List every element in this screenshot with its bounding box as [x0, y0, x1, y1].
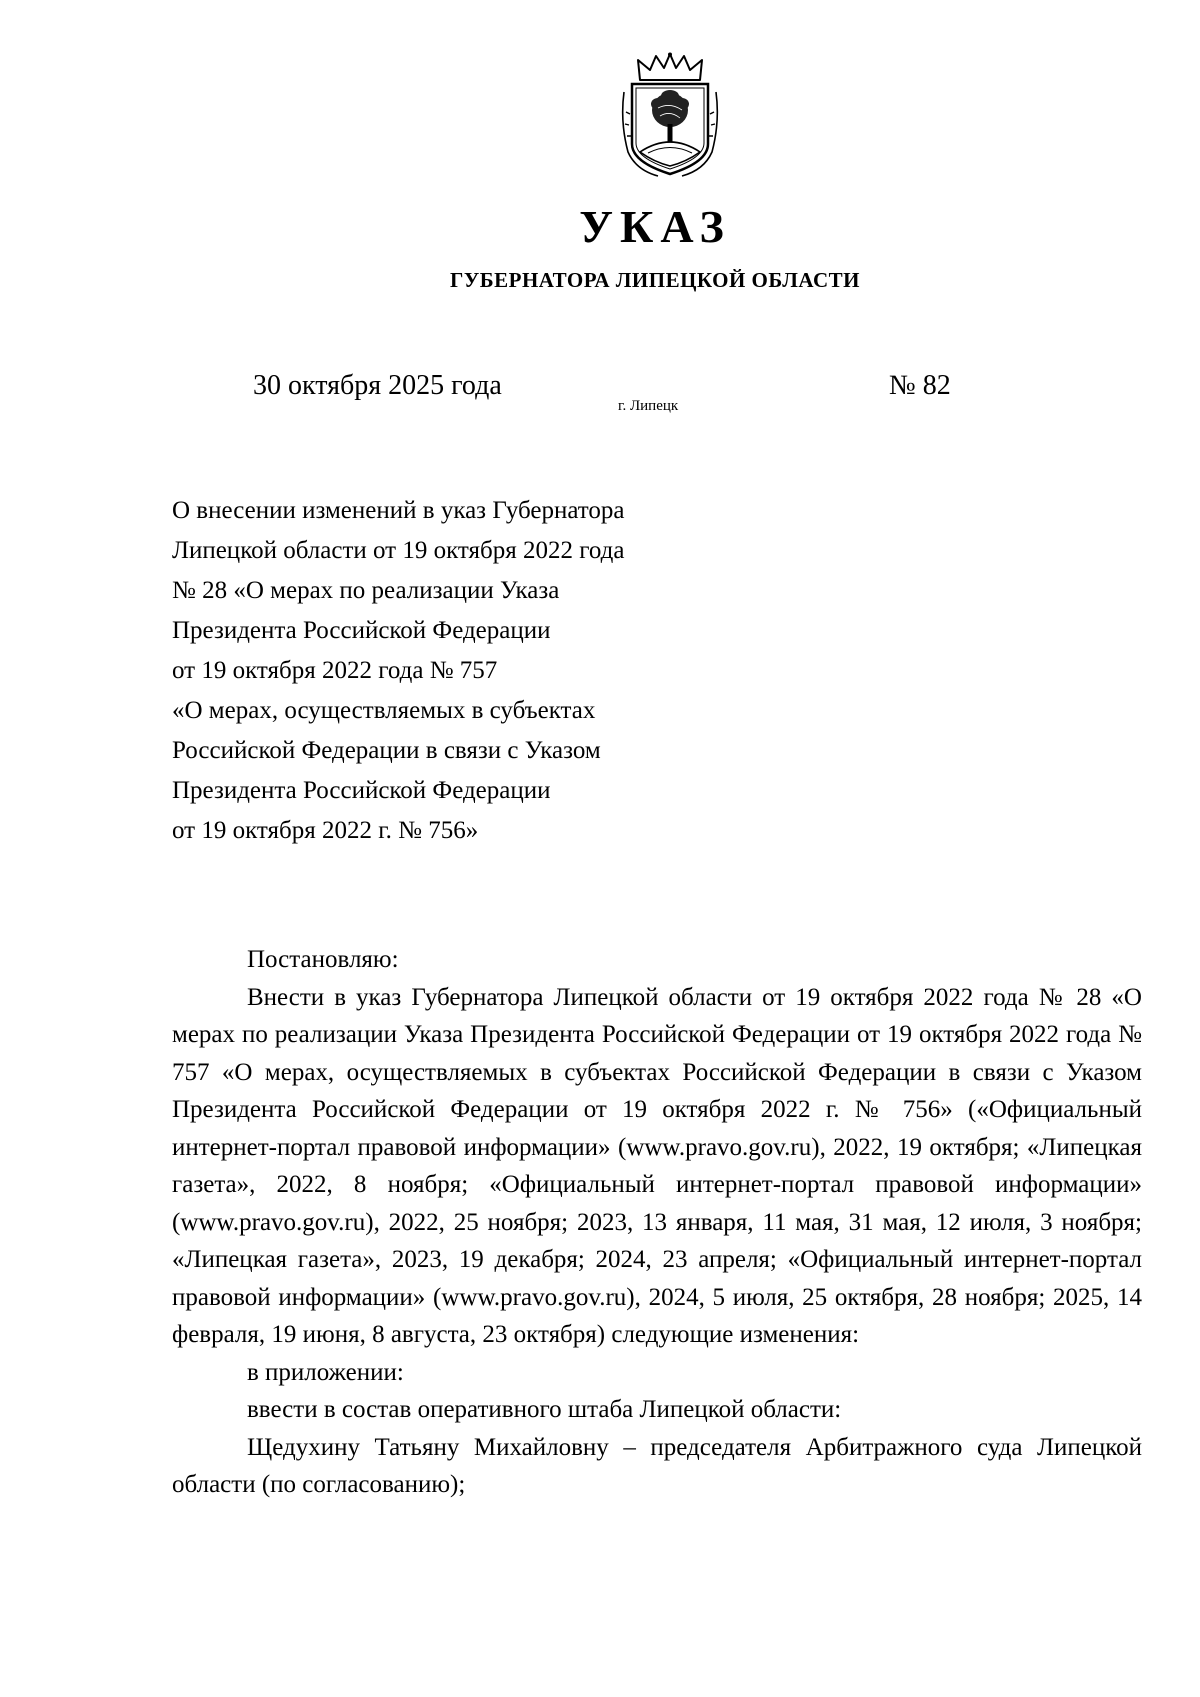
heading-line: О внесении изменений в указ Губернатора — [172, 497, 625, 524]
document-body — [172, 941, 1142, 1504]
heading-line: Российской Федерации в связи с Указом — [172, 737, 601, 764]
document-title: УКАЗ — [579, 201, 731, 252]
heading-line: Президента Российской Федерации — [172, 777, 551, 804]
coat-of-arms-icon — [618, 52, 722, 180]
document-city: г. Липецк — [618, 398, 679, 414]
body-paragraph: Внести в указ Губернатора Липецкой области от 19 октября 2022 года № 28 «О мерах по реализации Указа Президента Российской Федерации от 19 октября 2022 года № 757 «О мерах, осуществляемых в субъектах Российской Федерации в связи с Указом Президента Российской Федерации от 19 октября 2022 г. № 756» («Официальный интернет-портал правовой информации» (www.pravo.gov.ru), 2022, 19 октября; «Липецкая газета», 2022, 8 ноября; «Официальный интернет-портал правовой информации» (www.pravo.gov.ru), 2022, 25 ноября; 2023, 13 января, 11 мая, 31 мая, 12 июля, 3 ноября; «Липецкая газета», 2023, 19 декабря; 2024, 23 апреля; «Официальный интернет-портал правовой информации» (www.pravo.gov.ru), 2024, 5 июля, 25 октября, 28 ноября; 2025, 14 февраля, 19 июня, 8 августа, 23 октября) следующие изменения: — [172, 983, 1142, 1348]
body-paragraph: Щедухину Татьяну Михайловну – председателя Арбитражного суда Липецкой области (по согласованию); — [172, 1433, 1142, 1498]
heading-line: от 19 октября 2022 года № 757 — [172, 657, 498, 684]
document-subtitle: ГУБЕРНАТОРА ЛИПЕЦКОЙ ОБЛАСТИ — [449, 268, 861, 292]
document-date: 30 октября 2025 года — [253, 370, 502, 401]
document-number: № 82 — [889, 370, 951, 401]
heading-line: Липецкой области от 19 октября 2022 года — [172, 537, 625, 564]
body-paragraph: Постановляю: — [247, 946, 399, 973]
heading-line: от 19 октября 2022 г. № 756» — [172, 817, 479, 844]
heading-line: «О мерах, осуществляемых в субъектах — [172, 697, 596, 724]
document-heading — [172, 491, 772, 851]
body-paragraph: ввести в состав оперативного штаба Липецкой области: — [247, 1396, 842, 1423]
heading-line: № 28 «О мерах по реализации Указа — [172, 577, 560, 604]
heading-line: Президента Российской Федерации — [172, 617, 551, 644]
body-paragraph: в приложении: — [247, 1358, 404, 1386]
